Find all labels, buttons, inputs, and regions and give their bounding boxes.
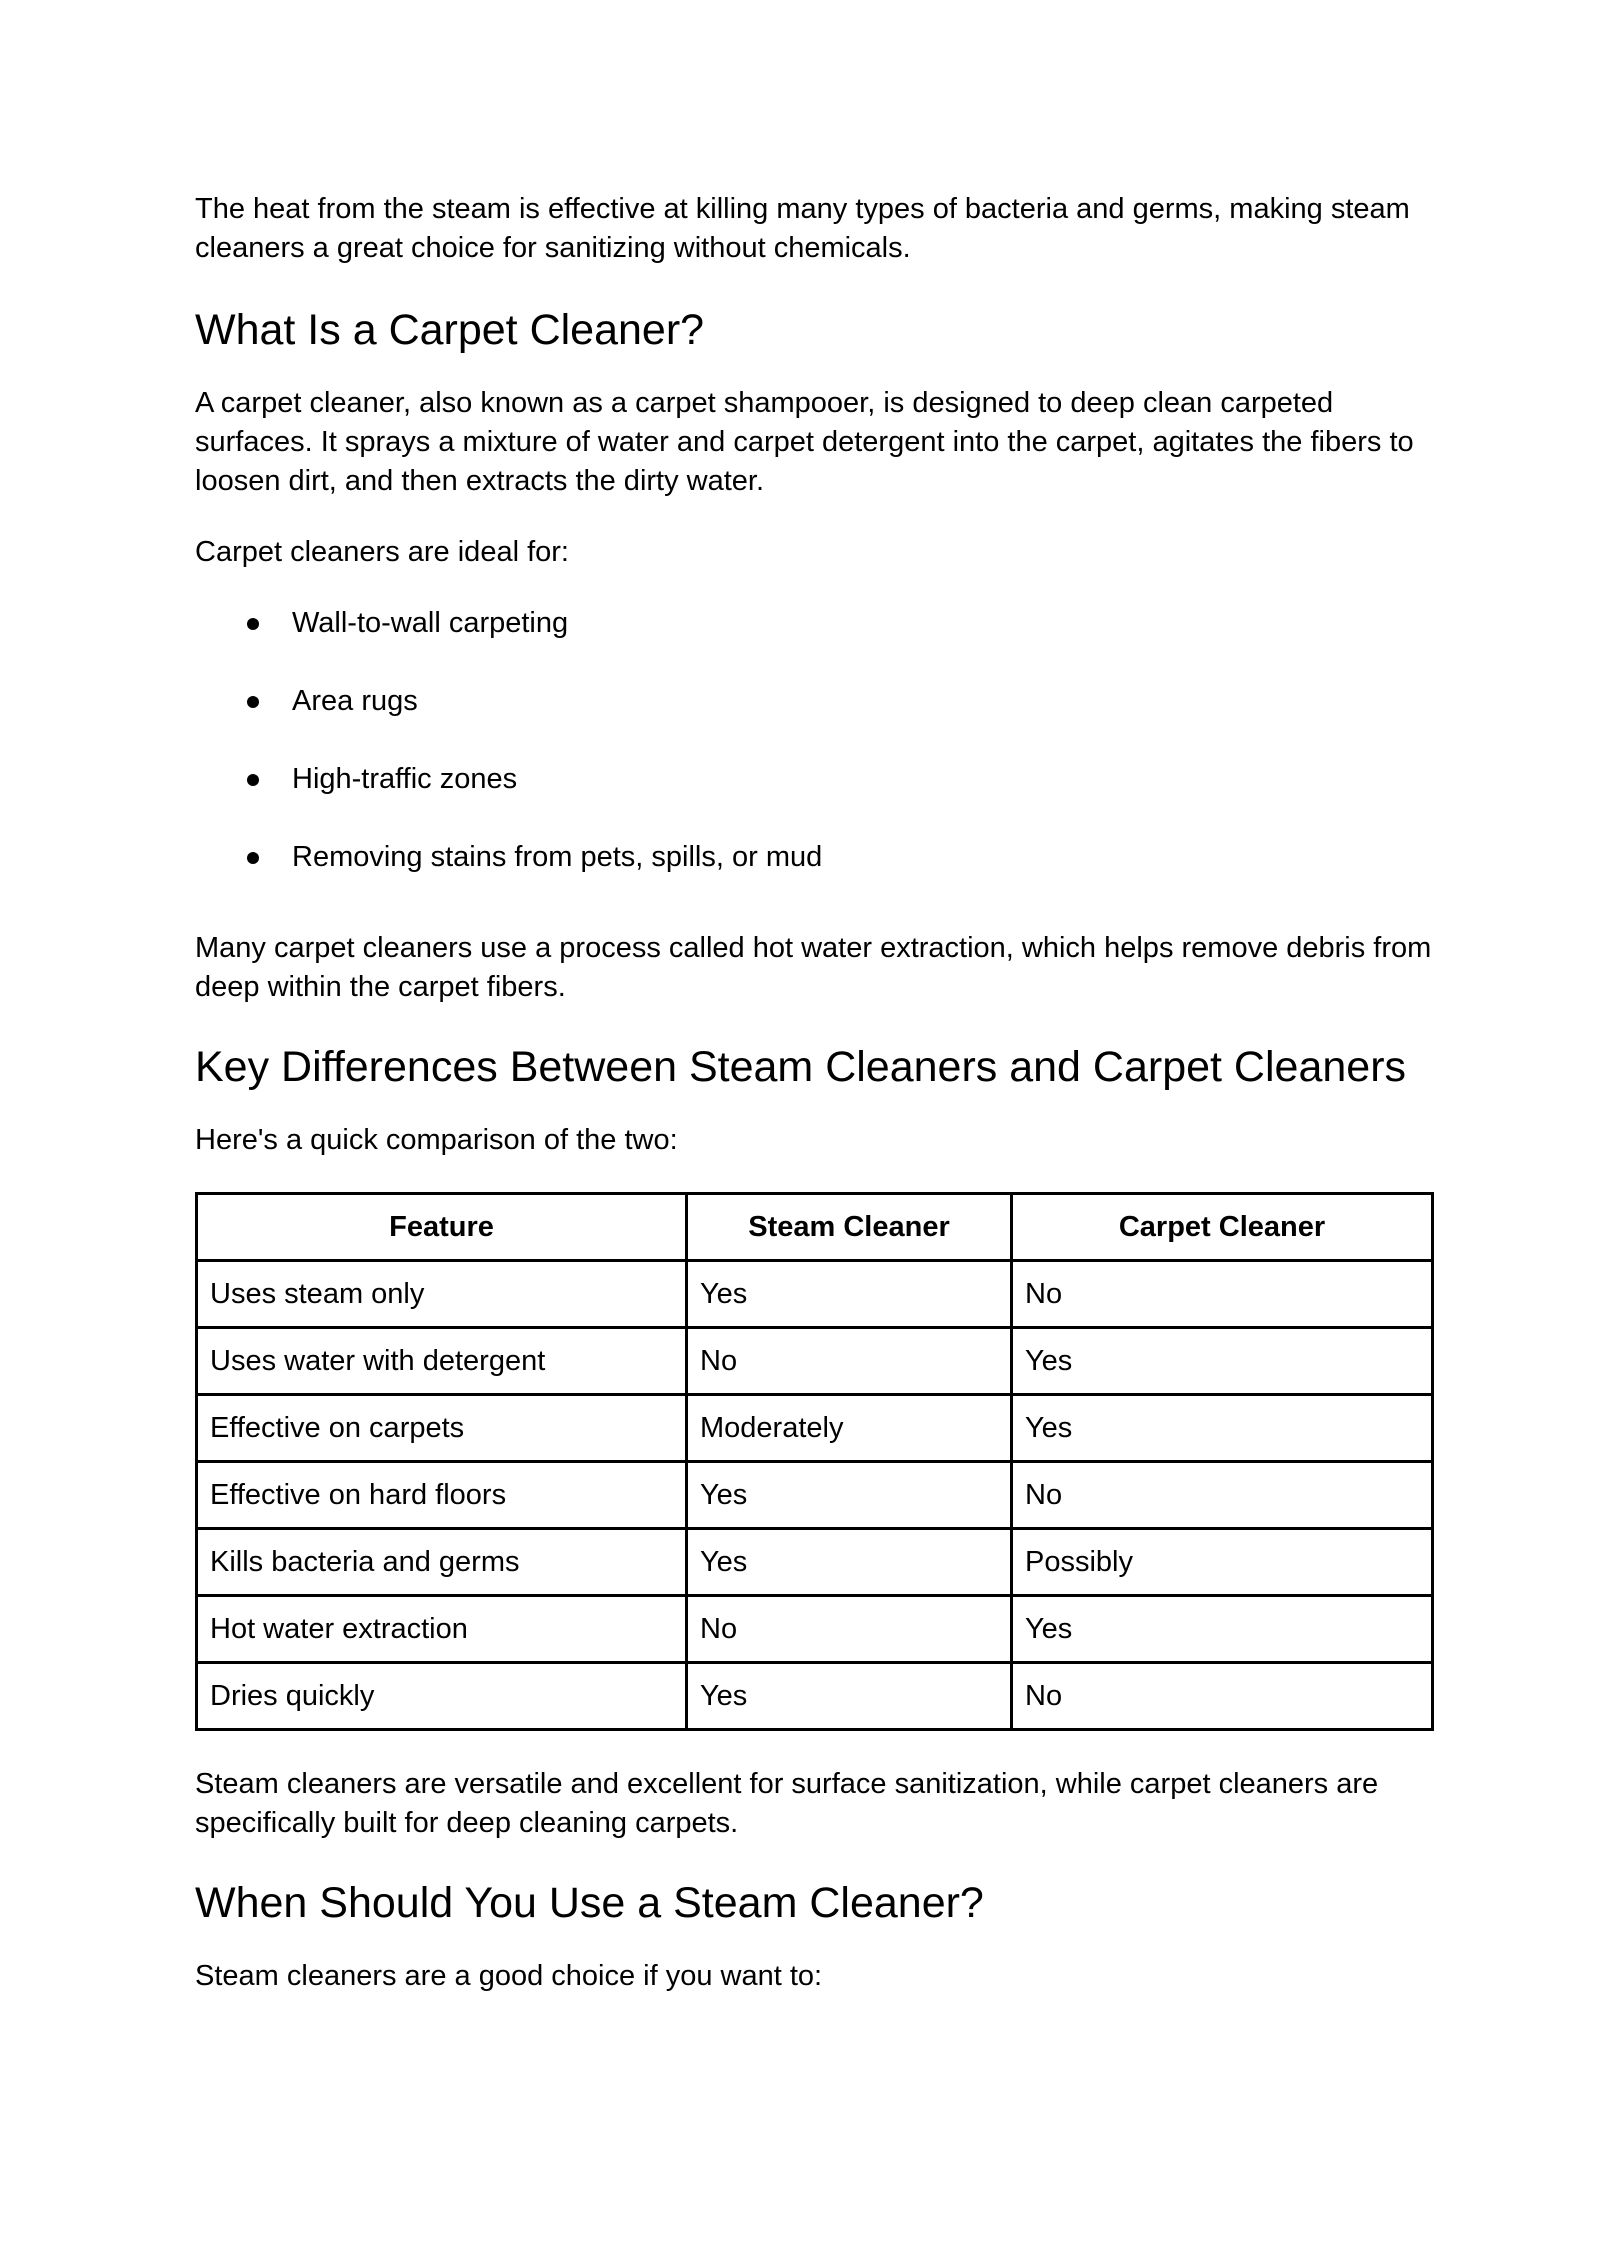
comparison-intro: Here's a quick comparison of the two: [195, 1124, 678, 1156]
comparison-summary: Steam cleaners are versatile and excellent for surface sanitization, while carpet cleaners are specifically built for deep cleaning carpets. [195, 1768, 1379, 1839]
table-cell: Effective on carpets [197, 1395, 687, 1462]
table-cell: Yes [1012, 1596, 1433, 1663]
table-cell: Yes [687, 1663, 1012, 1730]
table-cell: Dries quickly [197, 1663, 687, 1730]
table-row [197, 1529, 1433, 1596]
list-item [195, 682, 1435, 721]
list-item-text: Area rugs [292, 685, 418, 717]
table-cell: Effective on hard floors [197, 1462, 687, 1529]
steam-cleaner-use-intro: Steam cleaners are a good choice if you want to: [195, 1960, 823, 1992]
heading-when-steam-cleaner: When Should You Use a Steam Cleaner? [195, 1879, 984, 1927]
bullet-icon [247, 696, 259, 708]
table-cell: Yes [687, 1529, 1012, 1596]
table-header-row [197, 1194, 1433, 1261]
column-header-steam-cleaner: Steam Cleaner [687, 1194, 1012, 1261]
table-row [197, 1328, 1433, 1395]
heading-what-is-carpet-cleaner: What Is a Carpet Cleaner? [195, 306, 705, 354]
bullet-icon [247, 774, 259, 786]
table-cell: Yes [687, 1462, 1012, 1529]
list-item [195, 604, 1435, 643]
table-cell: No [1012, 1663, 1433, 1730]
hot-water-extraction-paragraph: Many carpet cleaners use a process called hot water extraction, which helps remove debris from deep within the carpet fibers. [195, 932, 1432, 1003]
bullet-icon [247, 618, 259, 630]
table-cell: No [687, 1596, 1012, 1663]
document-page [195, 190, 1435, 1996]
table-row [197, 1261, 1433, 1328]
intro-paragraph: The heat from the steam is effective at killing many types of bacteria and germs, making steam cleaners a great choice for sanitizing without chemicals. [195, 193, 1410, 264]
table-row [197, 1395, 1433, 1462]
table-cell: Uses steam only [197, 1261, 687, 1328]
column-header-carpet-cleaner: Carpet Cleaner [1012, 1194, 1433, 1261]
heading-key-differences: Key Differences Between Steam Cleaners and Carpet Cleaners [195, 1043, 1407, 1091]
bullet-icon [247, 852, 259, 864]
table-row [197, 1462, 1433, 1529]
table-row [197, 1663, 1433, 1730]
table-cell: Possibly [1012, 1529, 1433, 1596]
carpet-cleaner-list-intro: Carpet cleaners are ideal for: [195, 536, 569, 568]
table-cell: Yes [1012, 1328, 1433, 1395]
list-item-text: Wall-to-wall carpeting [292, 607, 569, 639]
table-cell: Kills bacteria and germs [197, 1529, 687, 1596]
table-cell: No [1012, 1462, 1433, 1529]
list-item [195, 838, 1435, 877]
table-cell: No [1012, 1261, 1433, 1328]
list-item [195, 760, 1435, 799]
list-item-text: Removing stains from pets, spills, or mud [292, 841, 823, 873]
table-cell: Hot water extraction [197, 1596, 687, 1663]
carpet-cleaner-description: A carpet cleaner, also known as a carpet shampooer, is designed to deep clean carpeted surfaces. It sprays a mixture of water and carpet detergent into the carpet, agitates the fibers to loosen dirt, and then extracts the dirty water. [195, 387, 1414, 497]
comparison-table [195, 1192, 1434, 1731]
column-header-feature: Feature [197, 1194, 687, 1261]
table-row [197, 1596, 1433, 1663]
table-cell: Yes [1012, 1395, 1433, 1462]
table-cell: Moderately [687, 1395, 1012, 1462]
table-cell: Uses water with detergent [197, 1328, 687, 1395]
list-item-text: High-traffic zones [292, 763, 518, 795]
carpet-cleaner-uses-list [195, 604, 1435, 877]
table-cell: Yes [687, 1261, 1012, 1328]
table-cell: No [687, 1328, 1012, 1395]
